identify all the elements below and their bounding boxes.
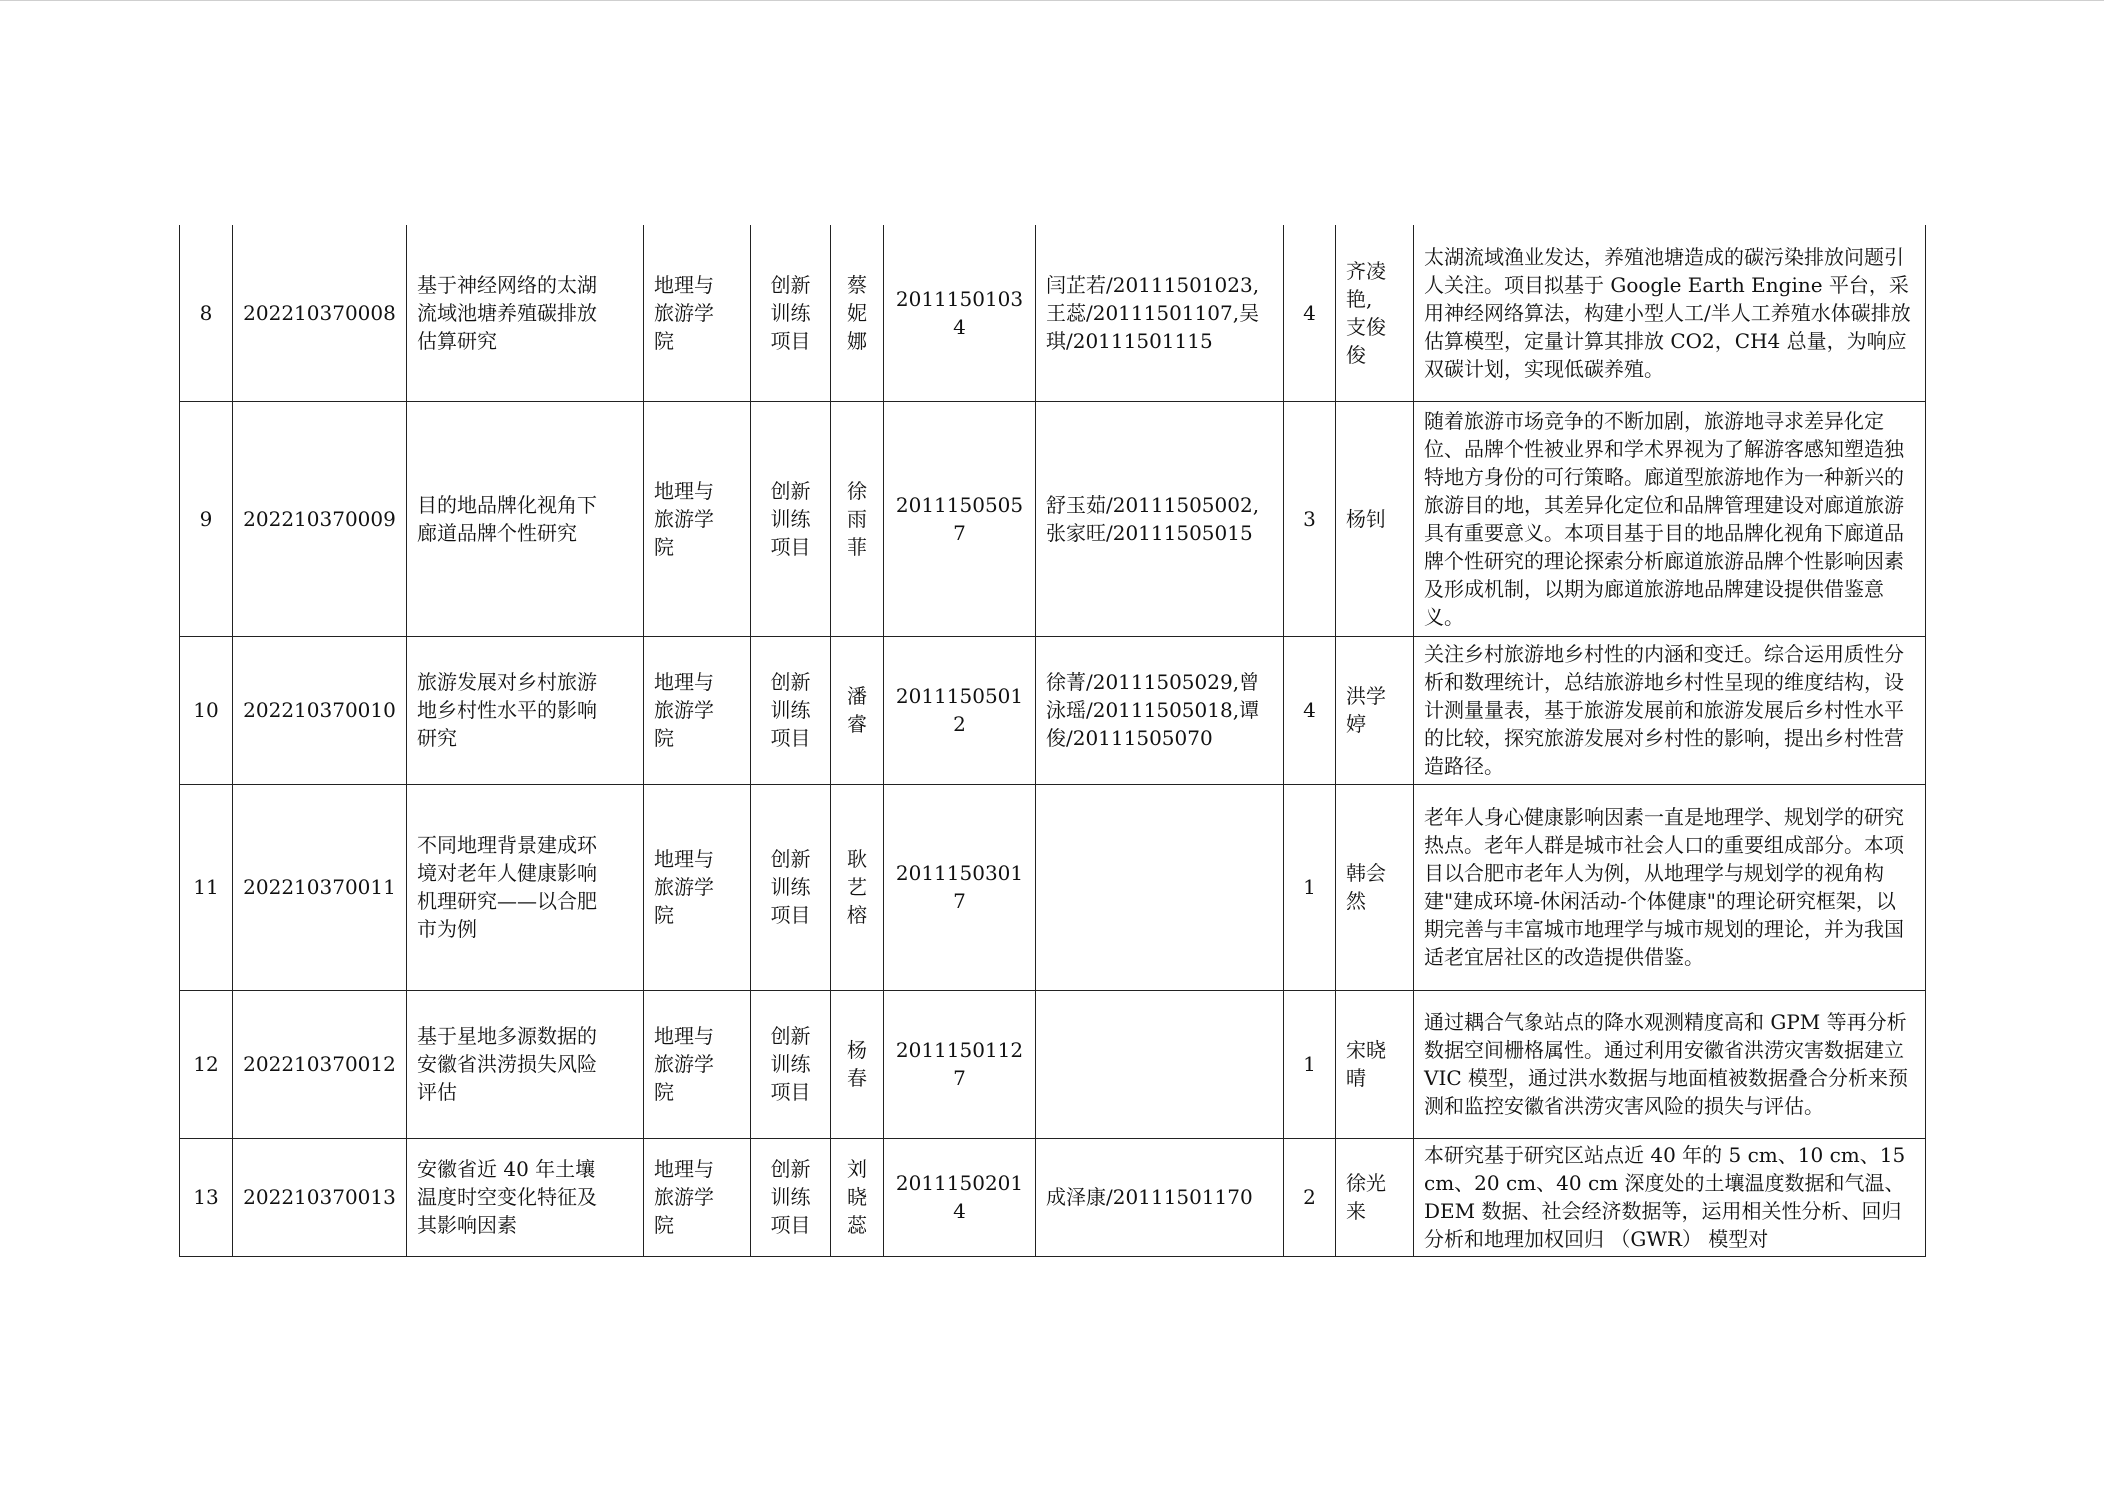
college: 地理与 旅游学 院 bbox=[644, 1138, 751, 1256]
advisor: 杨钊 bbox=[1336, 401, 1414, 636]
members: 闫芷若/20111501023, 王蕊/20111501107,吴 琪/20111501115 bbox=[1036, 225, 1284, 401]
project-type: 创新 训练 项目 bbox=[751, 784, 831, 990]
table-row bbox=[180, 1138, 1926, 1256]
row-number: 11 bbox=[180, 784, 233, 990]
project-description: 太湖流域渔业发达，养殖池塘造成的碳污染排放问题引人关注。项目拟基于 Google Earth Engine 平台，采用神经网络算法，构建小型人工/半人工养殖水体碳排放估算模型，定量计算其排放 CO2，CH4 总量，为响应双碳计划，实现低碳养殖。 bbox=[1414, 225, 1926, 401]
leader-name: 刘 晓 蕊 bbox=[831, 1138, 884, 1256]
leader-name: 徐 雨 菲 bbox=[831, 401, 884, 636]
table-row bbox=[180, 990, 1926, 1138]
project-title: 基于神经网络的太湖 流域池塘养殖碳排放 估算研究 bbox=[407, 225, 644, 401]
project-type: 创新 训练 项目 bbox=[751, 636, 831, 784]
advisor: 宋晓 晴 bbox=[1336, 990, 1414, 1138]
advisor: 徐光 来 bbox=[1336, 1138, 1414, 1256]
advisor: 洪学 婷 bbox=[1336, 636, 1414, 784]
advisor: 齐凌 艳, 支俊 俊 bbox=[1336, 225, 1414, 401]
table-row bbox=[180, 401, 1926, 636]
project-description: 通过耦合气象站点的降水观测精度高和 GPM 等再分析数据空间栅格属性。通过利用安徽省洪涝灾害数据建立 VIC 模型，通过洪水数据与地面植被数据叠合分析来预测和监控安徽省洪涝灾害风险的损失与评估。 bbox=[1414, 990, 1926, 1138]
college: 地理与 旅游学 院 bbox=[644, 636, 751, 784]
member-count: 1 bbox=[1284, 990, 1336, 1138]
member-count: 2 bbox=[1284, 1138, 1336, 1256]
leader-name: 潘 睿 bbox=[831, 636, 884, 784]
project-description: 关注乡村旅游地乡村性的内涵和变迁。综合运用质性分析和数理统计，总结旅游地乡村性呈现的维度结构，设计测量量表，基于旅游发展前和旅游发展后乡村性水平的比较，探究旅游发展对乡村性的影响，提出乡村性营造路径。 bbox=[1414, 636, 1926, 784]
row-number: 9 bbox=[180, 401, 233, 636]
page-top-border bbox=[0, 0, 2104, 1]
member-count: 4 bbox=[1284, 636, 1336, 784]
members bbox=[1036, 784, 1284, 990]
leader-name: 蔡 妮 娜 bbox=[831, 225, 884, 401]
leader-student-id: 20111505012 bbox=[884, 636, 1036, 784]
leader-name: 杨 春 bbox=[831, 990, 884, 1138]
project-type: 创新 训练 项目 bbox=[751, 225, 831, 401]
project-description: 老年人身心健康影响因素一直是地理学、规划学的研究热点。老年人群是城市社会人口的重要组成部分。本项目以合肥市老年人为例，从地理学与规划学的视角构建"建成环境-休闲活动-个体健康"的理论研究框架，以期完善与丰富城市地理学与城市规划的理论，并为我国适老宜居社区的改造提供借鉴。 bbox=[1414, 784, 1926, 990]
members: 徐菁/20111505029,曾 泳瑶/20111505018,谭 俊/20111505070 bbox=[1036, 636, 1284, 784]
leader-student-id: 20111501127 bbox=[884, 990, 1036, 1138]
project-id: 202210370009 bbox=[233, 401, 407, 636]
project-type: 创新 训练 项目 bbox=[751, 401, 831, 636]
members: 舒玉茹/20111505002, 张家旺/20111505015 bbox=[1036, 401, 1284, 636]
member-count: 4 bbox=[1284, 225, 1336, 401]
project-title: 基于星地多源数据的 安徽省洪涝损失风险 评估 bbox=[407, 990, 644, 1138]
college: 地理与 旅游学 院 bbox=[644, 225, 751, 401]
table-row bbox=[180, 636, 1926, 784]
member-count: 1 bbox=[1284, 784, 1336, 990]
college: 地理与 旅游学 院 bbox=[644, 784, 751, 990]
row-number: 10 bbox=[180, 636, 233, 784]
leader-student-id: 20111502014 bbox=[884, 1138, 1036, 1256]
project-description: 随着旅游市场竞争的不断加剧，旅游地寻求差异化定位、品牌个性被业界和学术界视为了解游客感知塑造独特地方身份的可行策略。廊道型旅游地作为一种新兴的旅游目的地，其差异化定位和品牌管理建设对廊道旅游具有重要意义。本项目基于目的地品牌化视角下廊道品牌个性研究的理论探索分析廊道旅游品牌个性影响因素及形成机制，以期为廊道旅游地品牌建设提供借鉴意义。 bbox=[1414, 401, 1926, 636]
college: 地理与 旅游学 院 bbox=[644, 990, 751, 1138]
project-id: 202210370010 bbox=[233, 636, 407, 784]
project-description: 本研究基于研究区站点近 40 年的 5 cm、10 cm、15 cm、20 cm、40 cm 深度处的土壤温度数据和气温、DEM 数据、社会经济数据等，运用相关性分析、回归分析和地理加权回归 （GWR） 模型对 bbox=[1414, 1138, 1926, 1256]
project-title: 目的地品牌化视角下 廊道品牌个性研究 bbox=[407, 401, 644, 636]
leader-student-id: 20111505057 bbox=[884, 401, 1036, 636]
project-title: 不同地理背景建成环 境对老年人健康影响 机理研究——以合肥 市为例 bbox=[407, 784, 644, 990]
row-number: 13 bbox=[180, 1138, 233, 1256]
project-id: 202210370012 bbox=[233, 990, 407, 1138]
leader-name: 耿 艺 榕 bbox=[831, 784, 884, 990]
row-number: 12 bbox=[180, 990, 233, 1138]
project-id: 202210370011 bbox=[233, 784, 407, 990]
leader-student-id: 20111501034 bbox=[884, 225, 1036, 401]
college: 地理与 旅游学 院 bbox=[644, 401, 751, 636]
project-type: 创新 训练 项目 bbox=[751, 1138, 831, 1256]
project-type: 创新 训练 项目 bbox=[751, 990, 831, 1138]
project-title: 旅游发展对乡村旅游 地乡村性水平的影响 研究 bbox=[407, 636, 644, 784]
table-row bbox=[180, 225, 1926, 401]
members: 成泽康/20111501170 bbox=[1036, 1138, 1284, 1256]
project-id: 202210370013 bbox=[233, 1138, 407, 1256]
members bbox=[1036, 990, 1284, 1138]
table-row bbox=[180, 784, 1926, 990]
advisor: 韩会 然 bbox=[1336, 784, 1414, 990]
project-table bbox=[179, 225, 1926, 1257]
member-count: 3 bbox=[1284, 401, 1336, 636]
leader-student-id: 20111503017 bbox=[884, 784, 1036, 990]
row-number: 8 bbox=[180, 225, 233, 401]
project-title: 安徽省近 40 年土壤 温度时空变化特征及 其影响因素 bbox=[407, 1138, 644, 1256]
project-id: 202210370008 bbox=[233, 225, 407, 401]
